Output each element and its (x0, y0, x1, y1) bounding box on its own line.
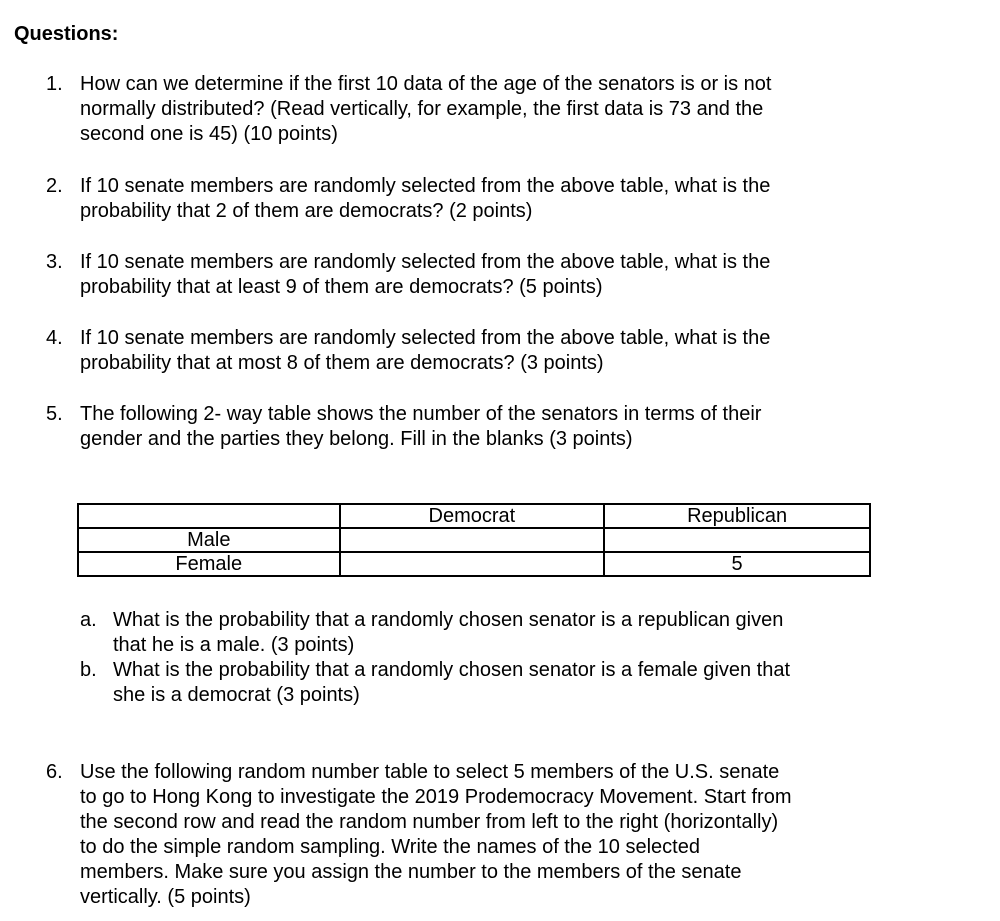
question-4 (46, 326, 906, 376)
question-number: 6. (46, 761, 63, 783)
question-1 (46, 72, 906, 147)
question-2 (46, 174, 906, 224)
question-line: the second row and read the random number from left to the right (horizontally) (80, 811, 779, 833)
table-row (78, 528, 870, 552)
question-line: The following 2- way table shows the number of the senators in terms of their (80, 403, 762, 425)
table-cell: 5 (604, 552, 870, 576)
table-header-cell (78, 504, 340, 528)
question-number: 5. (46, 403, 63, 425)
question-line: If 10 senate members are randomly selected from the above table, what is the (80, 251, 771, 273)
question-line: vertically. (5 points) (80, 886, 251, 908)
subquestion-line: she is a democrat (3 points) (113, 684, 360, 706)
question-line: If 10 senate members are randomly selected from the above table, what is the (80, 327, 771, 349)
question-line: Use the following random number table to select 5 members of the U.S. senate (80, 761, 780, 783)
subquestion-line: that he is a male. (3 points) (113, 634, 355, 656)
question-line: probability that at most 8 of them are democrats? (3 points) (80, 352, 604, 374)
question-number: 2. (46, 175, 63, 197)
question-line: normally distributed? (Read vertically, for example, the first data is 73 and the (80, 98, 764, 120)
question-line: to go to Hong Kong to investigate the 2019 Prodemocracy Movement. Start from (80, 786, 792, 808)
subquestion-b (80, 658, 900, 708)
table-cell (340, 528, 605, 552)
table-header-cell: Republican (604, 504, 870, 528)
subquestion-line: What is the probability that a randomly chosen senator is a female given that (113, 659, 791, 681)
question-line: probability that at least 9 of them are democrats? (5 points) (80, 276, 603, 298)
table-row-label: Male (78, 528, 340, 552)
table-cell (340, 552, 605, 576)
table-row-label: Female (78, 552, 340, 576)
subquestion-letter: b. (80, 659, 97, 681)
question-3 (46, 250, 906, 300)
table-header-row (78, 504, 870, 528)
question-6 (46, 760, 906, 910)
table-cell (604, 528, 870, 552)
subquestion-line: What is the probability that a randomly chosen senator is a republican given (113, 609, 784, 631)
question-number: 3. (46, 251, 63, 273)
question-line: to do the simple random sampling. Write the names of the 10 selected (80, 836, 700, 858)
question-line: How can we determine if the first 10 data of the age of the senators is or is not (80, 73, 772, 95)
table-header-cell: Democrat (340, 504, 605, 528)
question-5 (46, 402, 906, 452)
question-number: 1. (46, 73, 63, 95)
question-line: members. Make sure you assign the number to the members of the senate (80, 861, 742, 883)
two-way-table (77, 503, 871, 577)
question-line: gender and the parties they belong. Fill in the blanks (3 points) (80, 428, 633, 450)
questions-heading: Questions: (14, 23, 119, 45)
subquestion-letter: a. (80, 609, 97, 631)
subquestion-a (80, 608, 900, 658)
table-row (78, 552, 870, 576)
question-number: 4. (46, 327, 63, 349)
question-line: If 10 senate members are randomly selected from the above table, what is the (80, 175, 771, 197)
question-line: probability that 2 of them are democrats? (2 points) (80, 200, 533, 222)
question-line: second one is 45) (10 points) (80, 123, 338, 145)
